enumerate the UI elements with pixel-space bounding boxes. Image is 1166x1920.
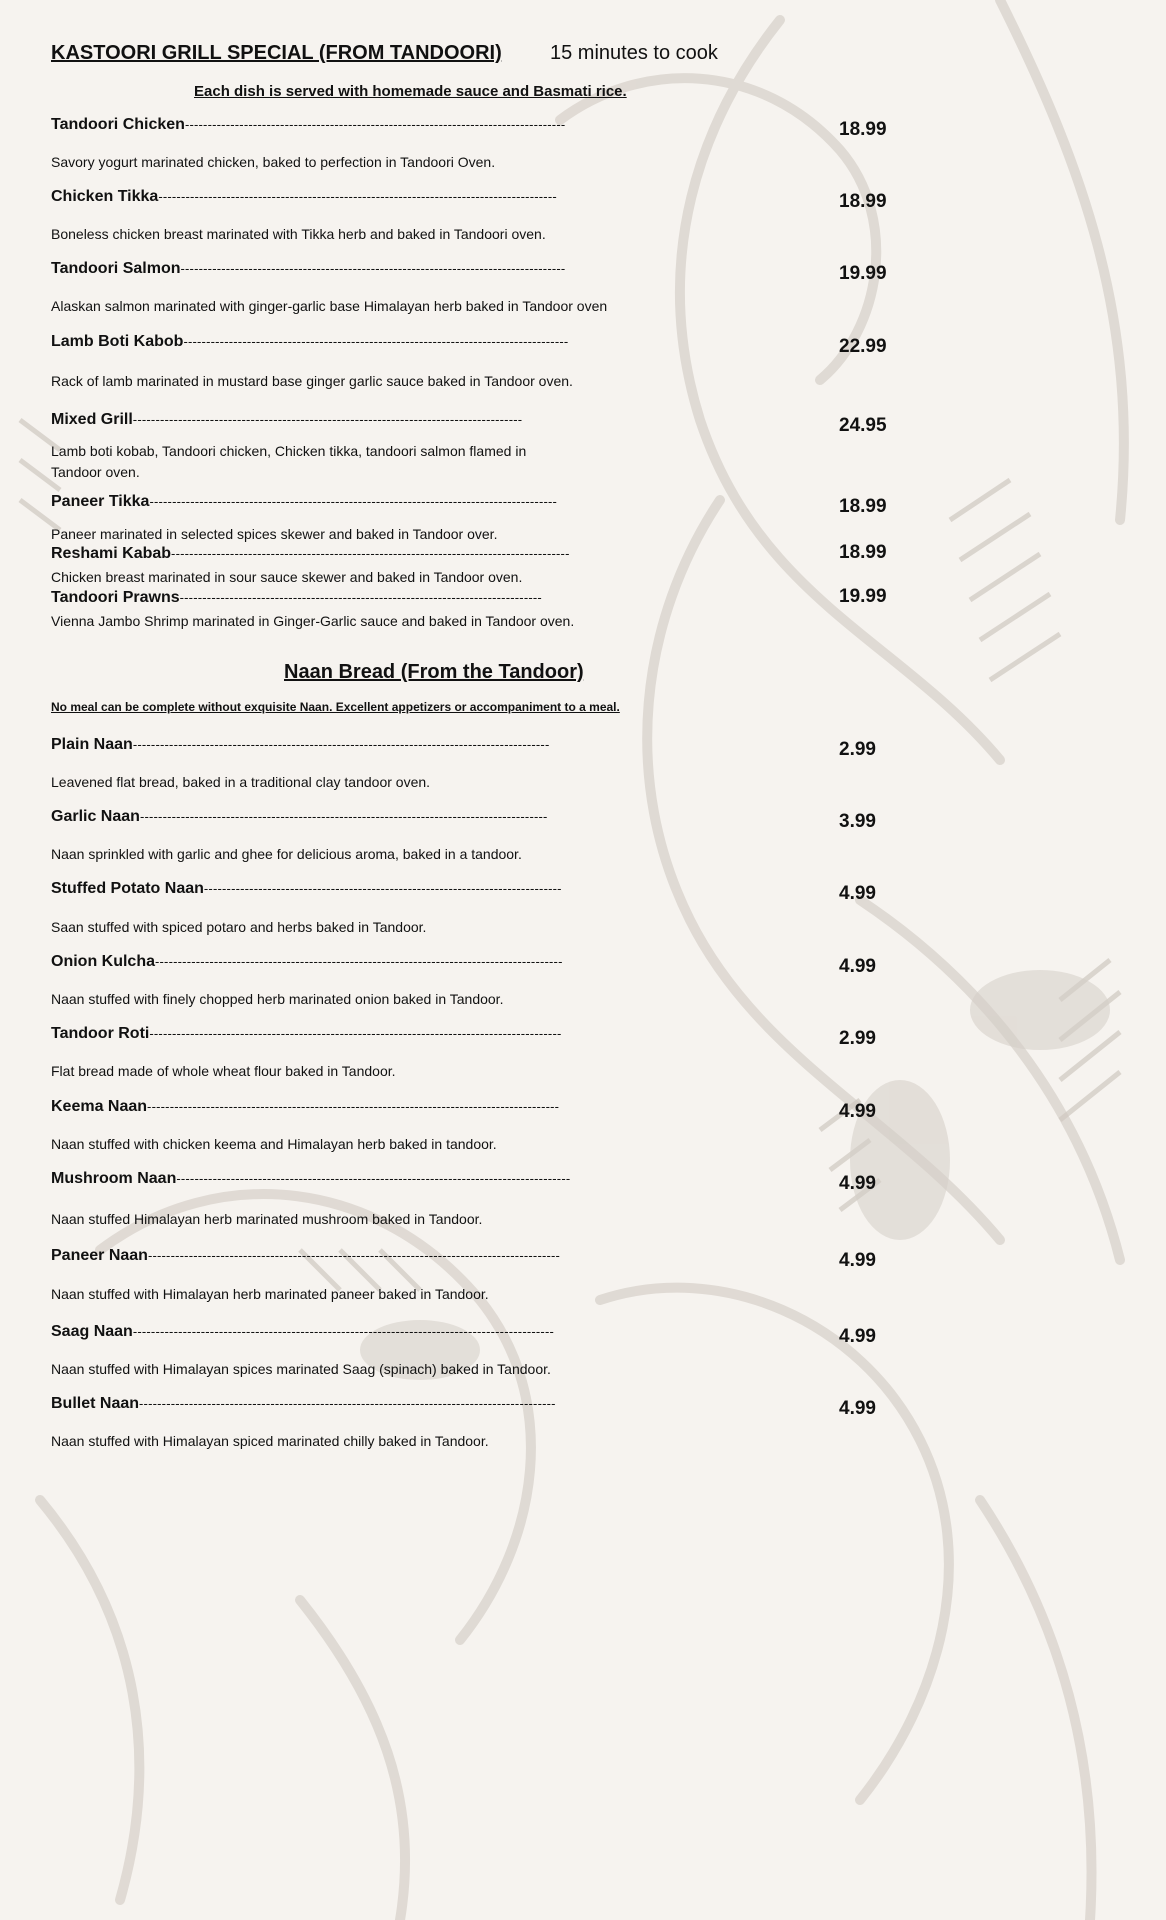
item-description: Rack of lamb marinated in mustard base ginger garlic sauce baked in Tandoor oven. <box>51 373 573 389</box>
menu-item-bullet-naan <box>51 1395 556 1413</box>
item-leader-dashes: ------------------------------------------------------------------------------------------ <box>139 809 548 824</box>
item-leader-dashes: -------------------------------------------------------------------------------------- <box>132 412 523 427</box>
item-leader-dashes: ------------------------------------------------------------------------------------- <box>183 334 569 349</box>
item-description-line-2: Tandoor oven. <box>51 464 140 480</box>
item-leader-dashes: ------------------------------------------------------------------------------------------- <box>147 1099 560 1114</box>
menu-item-paneer-naan <box>51 1247 560 1265</box>
item-leader-dashes: --------------------------------------------------------------------------------------- <box>176 1171 571 1186</box>
item-leader-dashes: -------------------------------------------------------------------------------------------- <box>139 1396 556 1411</box>
item-name: Paneer Tikka <box>51 493 150 510</box>
item-price: 4.99 <box>839 956 876 977</box>
item-name: Tandoor Roti <box>51 1025 150 1042</box>
menu-item-tandoori-chicken <box>51 116 565 134</box>
menu-item-mixed-grill <box>51 411 522 429</box>
item-name: Keema Naan <box>51 1098 148 1115</box>
item-name: Mushroom Naan <box>51 1170 177 1187</box>
item-description: Naan stuffed with finely chopped herb marinated onion baked in Tandoor. <box>51 991 504 1007</box>
item-description: Savory yogurt marinated chicken, baked to perfection in Tandoori Oven. <box>51 154 496 170</box>
item-leader-dashes: ------------------------------------------------------------------------------- <box>203 881 562 896</box>
item-leader-dashes: ------------------------------------------------------------------------------------------- <box>149 1026 562 1041</box>
item-description: Vienna Jambo Shrimp marinated in Ginger-Garlic sauce and baked in Tandoor oven. <box>51 613 575 629</box>
menu-item-tandoori-prawns <box>51 589 542 607</box>
menu-item-plain-naan <box>51 736 550 754</box>
item-description: Alaskan salmon marinated with ginger-garlic base Himalayan herb baked in Tandoor oven <box>51 298 608 314</box>
item-price: 3.99 <box>839 811 876 832</box>
item-name: Plain Naan <box>51 736 133 753</box>
item-name: Garlic Naan <box>51 808 140 825</box>
item-description: Naan stuffed Himalayan herb marinated mushroom baked in Tandoor. <box>51 1211 483 1227</box>
item-description: Chicken breast marinated in sour sauce skewer and baked in Tandoor oven. <box>51 569 523 585</box>
item-price: 19.99 <box>839 586 887 607</box>
menu-item-onion-kulcha <box>51 953 563 971</box>
item-leader-dashes: ------------------------------------------------------------------------------------------ <box>155 954 563 969</box>
item-description: Flat bread made of whole wheat flour baked in Tandoor. <box>51 1063 396 1079</box>
menu-item-chicken-tikka <box>51 188 557 206</box>
item-price: 19.99 <box>839 263 887 284</box>
item-description: Saan stuffed with spiced potaro and herbs baked in Tandoor. <box>51 919 427 935</box>
menu-item-stuffed-potato-naan <box>51 880 562 898</box>
item-description: Naan sprinkled with garlic and ghee for delicious aroma, baked in a tandoor. <box>51 846 522 862</box>
item-name: Chicken Tikka <box>51 188 159 205</box>
item-name: Onion Kulcha <box>51 953 155 970</box>
menu-item-paneer-tikka <box>51 493 557 511</box>
item-price: 18.99 <box>839 496 887 517</box>
item-description: Paneer marinated in selected spices skewer and baked in Tandoor over. <box>51 526 498 542</box>
menu-item-keema-naan <box>51 1098 559 1116</box>
item-price: 18.99 <box>839 542 887 563</box>
section-title-naan-bread: Naan Bread (From the Tandoor) <box>284 661 584 683</box>
item-name: Tandoori Prawns <box>51 589 180 606</box>
item-leader-dashes: ---------------------------------------------------------------------------------------- <box>158 189 557 204</box>
item-leader-dashes: ------------------------------------------------------------------------------------- <box>180 261 566 276</box>
item-name: Mixed Grill <box>51 411 133 428</box>
item-leader-dashes: -------------------------------------------------------------------------------- <box>179 590 542 605</box>
item-price: 4.99 <box>839 1326 876 1347</box>
item-name: Tandoori Salmon <box>51 260 181 277</box>
menu-item-reshami-kabab <box>51 545 570 563</box>
section-title-tandoori-grill: KASTOORI GRILL SPECIAL (FROM TANDOORI) <box>51 42 502 64</box>
item-name: Lamb Boti Kabob <box>51 333 184 350</box>
item-price: 4.99 <box>839 1101 876 1122</box>
menu-item-tandoor-roti <box>51 1025 562 1043</box>
item-price: 4.99 <box>839 1250 876 1271</box>
menu-item-mushroom-naan <box>51 1170 570 1188</box>
item-leader-dashes: ------------------------------------------------------------------------------------------ <box>149 494 558 509</box>
item-price: 4.99 <box>839 1173 876 1194</box>
item-price: 2.99 <box>839 739 876 760</box>
item-name: Bullet Naan <box>51 1395 140 1412</box>
item-price: 22.99 <box>839 336 887 357</box>
item-description: Leavened flat bread, baked in a traditional clay tandoor oven. <box>51 774 431 790</box>
menu-item-lamb-boti-kabob <box>51 333 568 351</box>
cook-time-note: 15 minutes to cook <box>550 42 718 64</box>
item-name: Saag Naan <box>51 1323 133 1340</box>
item-description: Naan stuffed with Himalayan spiced marinated chilly baked in Tandoor. <box>51 1433 489 1449</box>
menu-item-tandoori-salmon <box>51 260 565 278</box>
section-subtitle-naan: No meal can be complete without exquisite Naan. Excellent appetizers or accompaniment to a meal. <box>51 700 620 714</box>
item-price: 4.99 <box>839 883 876 904</box>
item-name: Tandoori Chicken <box>51 116 185 133</box>
item-leader-dashes: ------------------------------------------------------------------------------------------- <box>147 1248 561 1263</box>
item-price: 4.99 <box>839 1398 876 1419</box>
item-description-line-1: Lamb boti kobab, Tandoori chicken, Chicken tikka, tandoori salmon flamed in <box>51 443 527 459</box>
item-name: Stuffed Potato Naan <box>51 880 204 897</box>
menu-item-saag-naan <box>51 1323 554 1341</box>
item-price: 24.95 <box>839 415 887 436</box>
item-description: Naan stuffed with chicken keema and Himalayan herb baked in tandoor. <box>51 1136 497 1152</box>
menu-item-garlic-naan <box>51 808 548 826</box>
item-description: Boneless chicken breast marinated with Tikka herb and baked in Tandoori oven. <box>51 226 546 242</box>
item-description: Naan stuffed with Himalayan spices marinated Saag (spinach) baked in Tandoor. <box>51 1361 551 1377</box>
item-price: 18.99 <box>839 191 887 212</box>
item-leader-dashes: --------------------------------------------------------------------------------------------- <box>132 1324 555 1339</box>
item-leader-dashes: ---------------------------------------------------------------------------------------- <box>171 546 570 561</box>
item-leader-dashes: ------------------------------------------------------------------------------------ <box>184 117 566 132</box>
item-price: 18.99 <box>839 119 887 140</box>
item-price: 2.99 <box>839 1028 876 1049</box>
item-description: Naan stuffed with Himalayan herb marinated paneer baked in Tandoor. <box>51 1286 489 1302</box>
item-name: Paneer Naan <box>51 1247 148 1264</box>
item-leader-dashes: -------------------------------------------------------------------------------------------- <box>132 737 550 752</box>
item-name: Reshami Kabab <box>51 545 172 562</box>
section-subtitle-served-with: Each dish is served with homemade sauce and Basmati rice. <box>194 83 627 100</box>
